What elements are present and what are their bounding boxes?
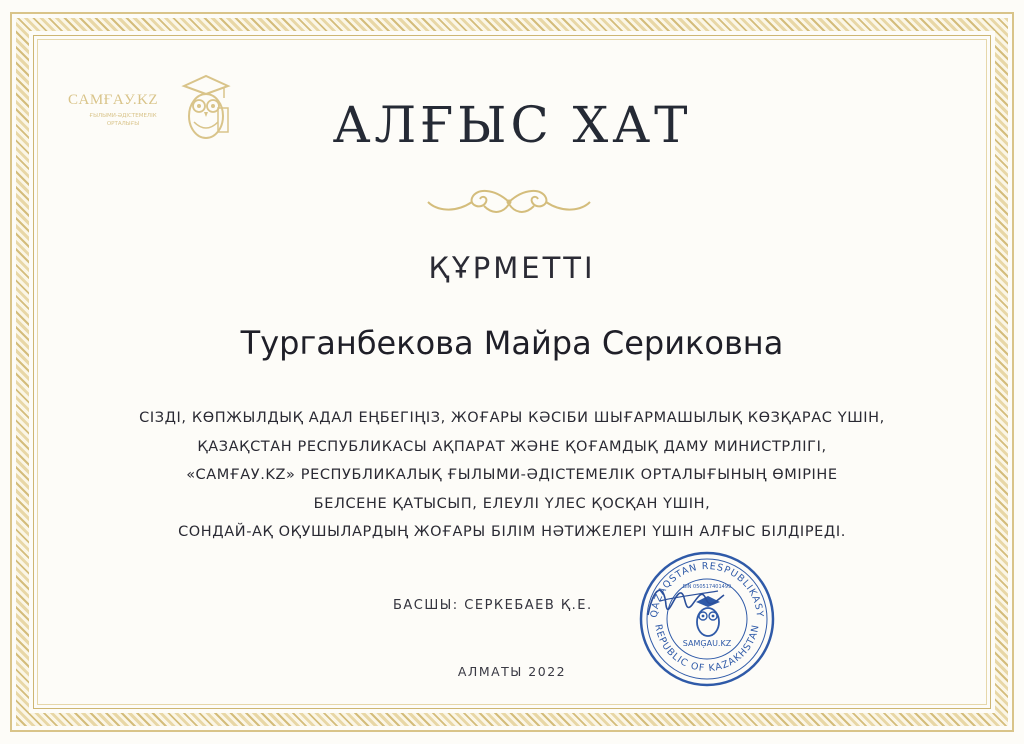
salutation: ҚҰРМЕТТІ — [428, 251, 596, 285]
logo-subtitle-line1: ҒЫЛЫМИ-ӘДІСТЕМЕЛІК — [89, 113, 157, 119]
handwritten-signature — [640, 575, 730, 630]
signer-title: БАСШЫ: СЕРКЕБАЕВ Қ.Е. — [393, 598, 593, 613]
certificate-title: АЛҒЫС ХАТ — [332, 96, 692, 154]
stamp-inner-text: BIN 050517401499 — [682, 584, 732, 590]
body-line: ҚАЗАҚСТАН РЕСПУБЛИКАСЫ АҚПАРАТ ЖӘНЕ ҚОҒАМДЫҚ ДАМУ МИНИСТРЛІГІ, — [197, 438, 827, 455]
body-line: СІЗДІ, КӨПЖЫЛДЫҚ АДАЛ ЕҢБЕГІҢІЗ, ЖОҒАРЫ КӘСІБИ ШЫҒАРМАШЫЛЫҚ КӨЗҚАРАС ҮШІН, — [139, 410, 885, 426]
stamp-top-text: QAZAQSTAN RESPUBLIKASY — [648, 560, 766, 619]
place-and-year: АЛМАТЫ 2022 — [457, 664, 567, 679]
recipient-name: Турганбекова Майра Сериковна — [240, 324, 784, 362]
stamp-bottom-text: REPUBLIC OF KAZAKHSTAN — [652, 623, 762, 675]
body-line: БЕЛСЕНЕ ҚАТЫСЫП, ЕЛЕУЛІ ҮЛЕС ҚОСҚАН ҮШІН, — [313, 495, 711, 512]
appreciation-text — [70, 404, 954, 547]
body-line: СОНДАЙ-АҚ ОҚУШЫЛАРДЫҢ ЖОҒАРЫ БІЛІМ НӘТИЖЕЛЕРІ ҮШІН АЛҒЫС БІЛДІРЕДІ. — [178, 524, 846, 540]
flourish-ornament — [424, 182, 594, 222]
stamp-center-text: SAMĢAU.KZ — [682, 639, 732, 648]
body-line: «CAMҒAУ.KZ» РЕСПУБЛИКАЛЫҚ ҒЫЛЫМИ-ӘДІСТЕМЕЛІК ОРТАЛЫҒЫНЫҢ ӨМІРІНЕ — [186, 467, 838, 483]
logo-subtitle-line2: ОРТАЛЫҒЫ — [106, 121, 140, 127]
logo-name: CAMҒAУ.KZ — [68, 92, 159, 108]
